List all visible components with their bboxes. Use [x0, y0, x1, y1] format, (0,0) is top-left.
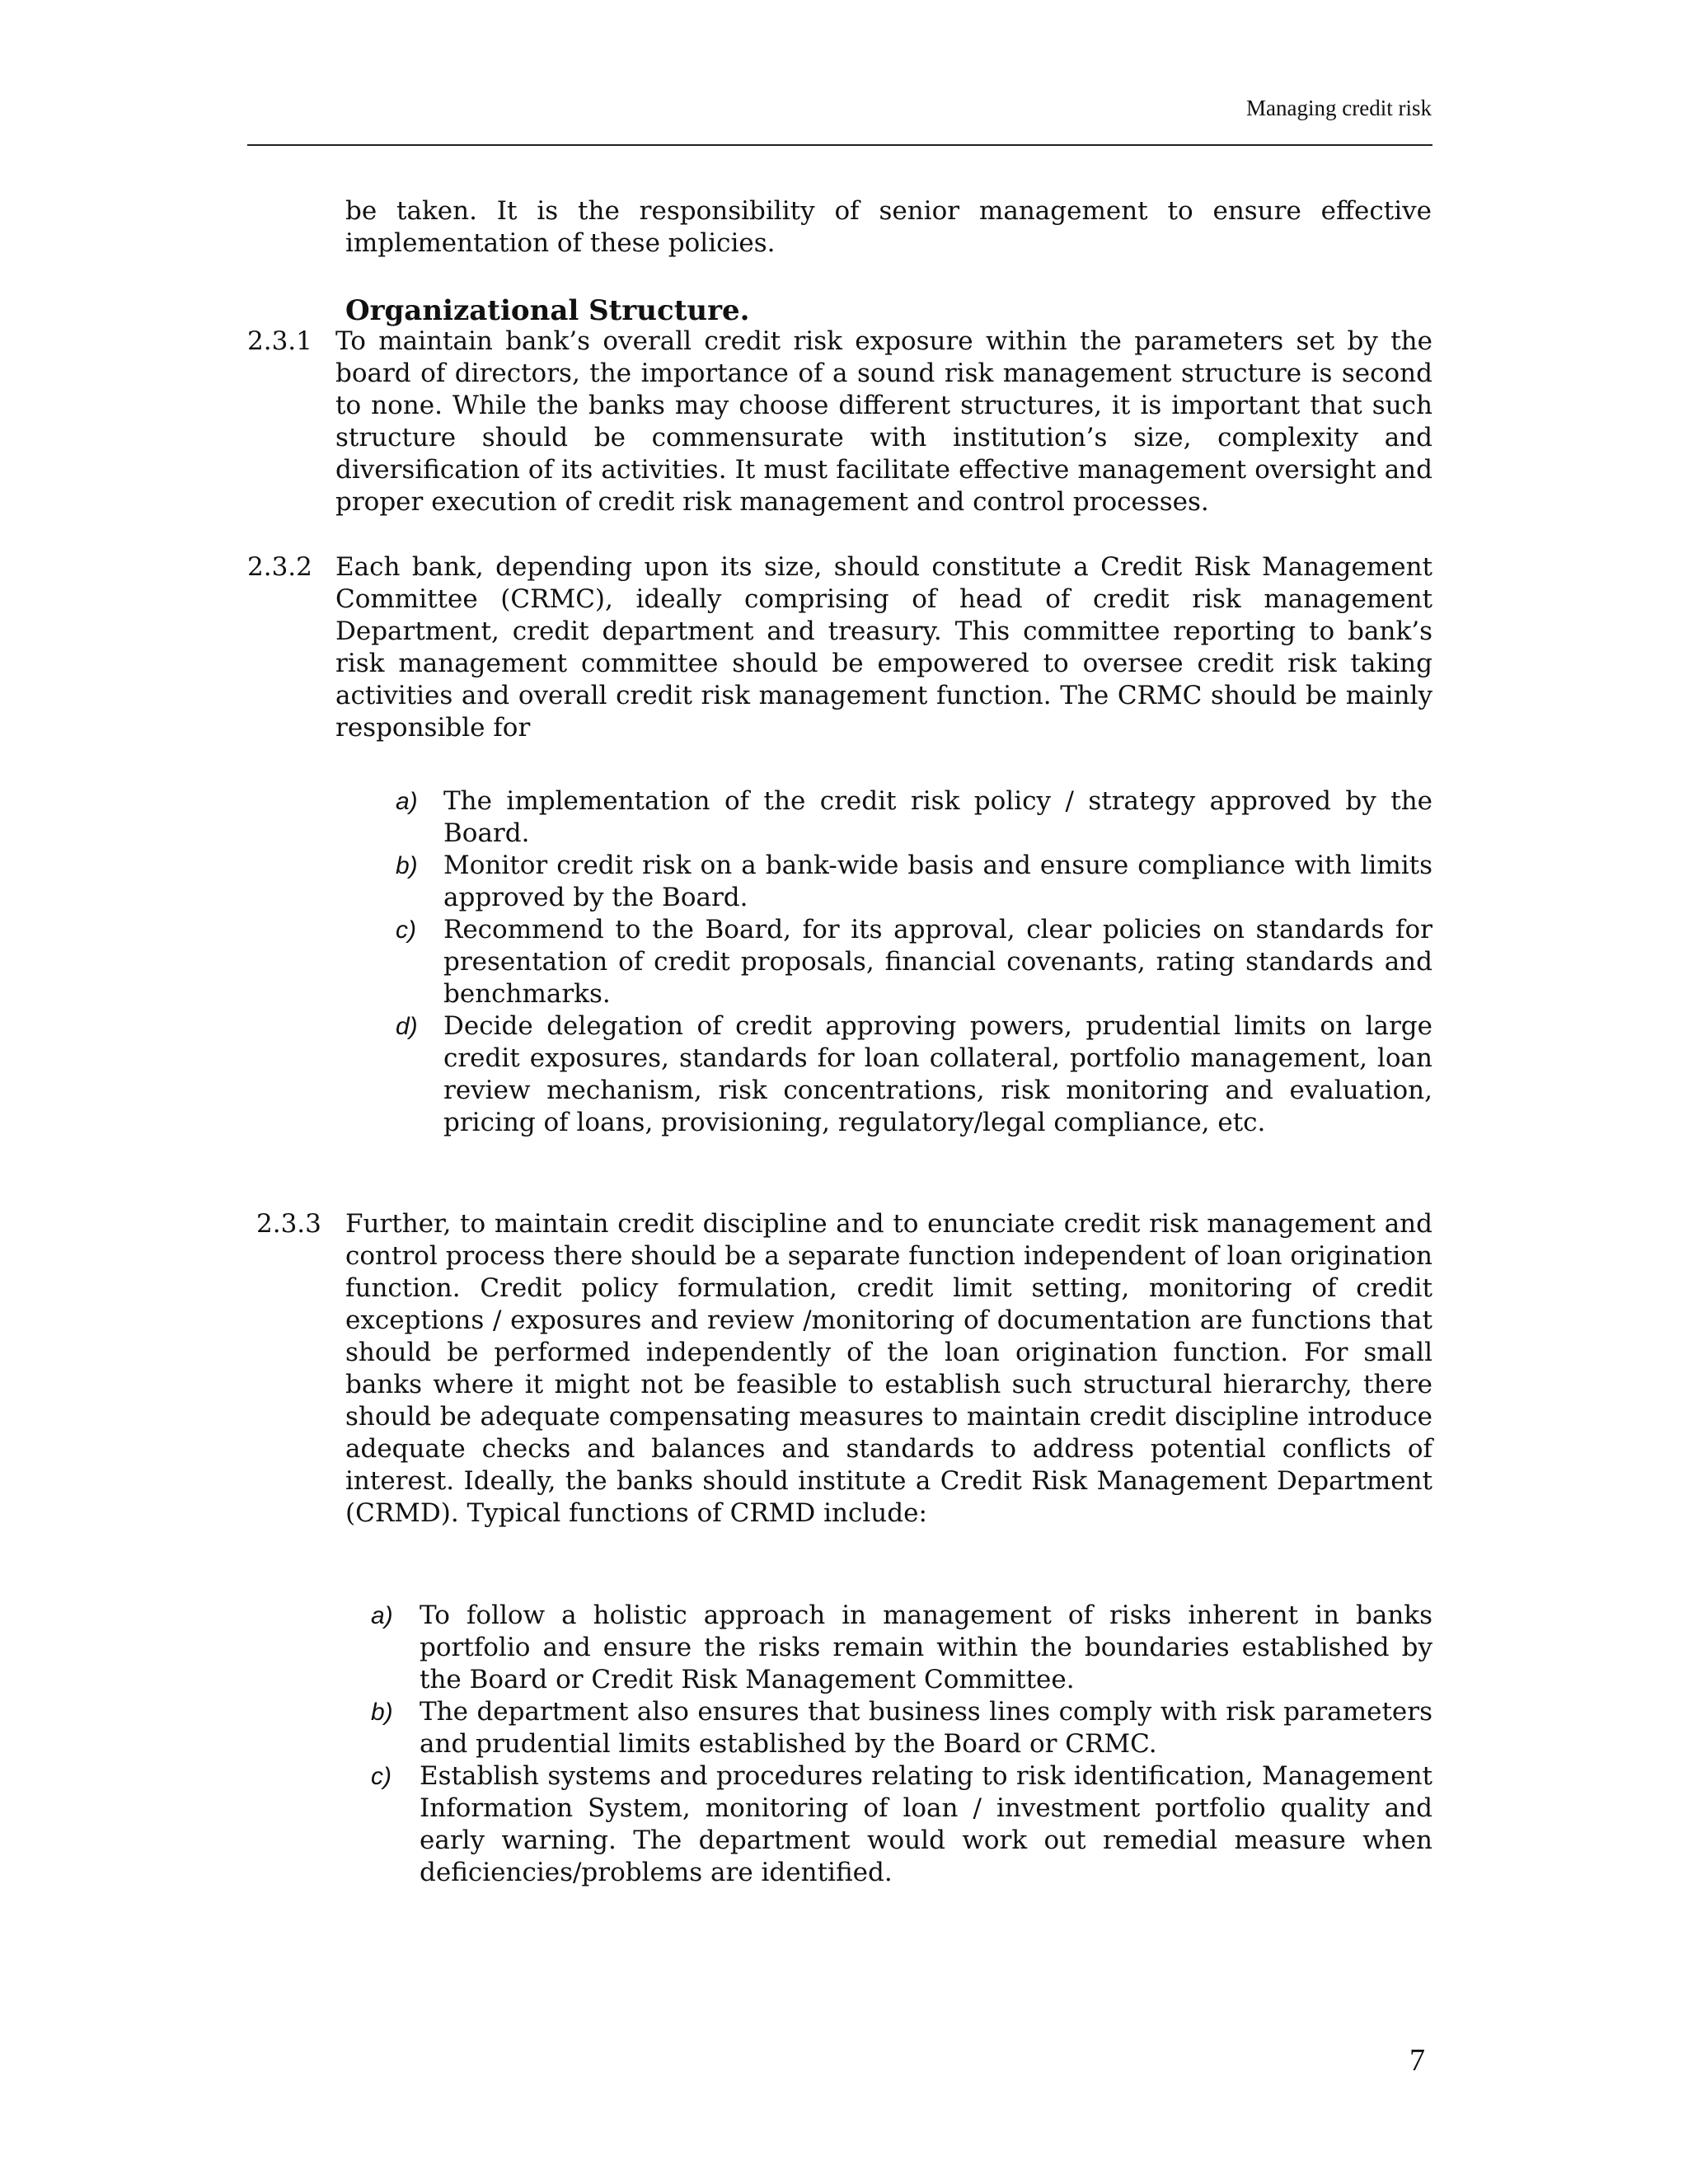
paragraph-number: 2.3.3: [256, 1209, 321, 1239]
section-heading: Organizational Structure.: [345, 294, 750, 327]
paragraph-number: 2.3.2: [247, 552, 312, 582]
paragraph-number: 2.3.1: [247, 326, 312, 356]
list-letter: a): [371, 1602, 393, 1629]
list-text: Establish systems and procedures relating to risk identification, Management Information System, monitoring of loan / investment portfolio quality and early warning. The department would work out remedial measure when deficiencies/problems are identified.: [420, 1761, 1432, 1887]
list-text: The implementation of the credit risk policy / strategy approved by the Board.: [443, 786, 1432, 848]
intro-paragraph: be taken. It is the responsibility of senior management to ensure effective implementation of these policies.: [345, 196, 1432, 258]
header-divider: [247, 144, 1432, 146]
list-text: Decide delegation of credit approving powers, prudential limits on large credit exposures, standards for loan collateral, portfolio management, loan review mechanism, risk concentrations, risk monitoring and evaluation, pricing of loans, provisioning, regulatory/legal compliance, etc.: [443, 1011, 1432, 1137]
list-text: The department also ensures that business lines comply with risk parameters and prudential limits established by the Board or CRMC.: [420, 1697, 1432, 1759]
list-letter: c): [371, 1763, 392, 1790]
running-header: Managing credit risk: [1246, 96, 1432, 120]
paragraph-text: Each bank, depending upon its size, should constitute a Credit Risk Management Committee (CRMC), ideally comprising of head of credit risk management Department, credit department and treasury. This committee reporting to bank’s risk management committee should be empowered to oversee credit risk taking activities and overall credit risk management function. The CRMC should be mainly responsible for: [335, 552, 1432, 743]
page-number: 7: [1409, 2043, 1425, 2078]
list-letter: b): [371, 1699, 393, 1726]
list-text: Recommend to the Board, for its approval, clear policies on standards for presentation of credit proposals, financial covenants, rating standards and benchmarks.: [443, 915, 1432, 1009]
list-text: To follow a holistic approach in management of risks inherent in banks portfolio and ensure the risks remain within the boundaries established by the Board or Credit Risk Management Committee.: [420, 1601, 1432, 1694]
list-letter: c): [396, 916, 416, 944]
list-letter: d): [396, 1013, 418, 1040]
paragraph-text: Further, to maintain credit discipline and to enunciate credit risk management and control process there should be a separate function independent of loan origination function. Credit policy formulation, credit limit setting, monitoring of credit exceptions / exposures and review /monitoring of documentation are functions that should be performed independently of the loan origination function. For small banks where it might not be feasible to establish such structural hierarchy, there should be adequate compensating measures to maintain credit discipline introduce adequate checks and balances and standards to address potential conflicts of interest. Ideally, the banks should institute a Credit Risk Management Department (CRMD). Typical functions of CRMD include:: [345, 1209, 1433, 1528]
paragraph-text: To maintain bank’s overall credit risk exposure within the parameters set by the board of directors, the importance of a sound risk management structure is second to none. While the banks may choose different structures, it is important that such structure should be commensurate with institution’s size, complexity and diversification of its activities. It must facilitate effective management oversight and proper execution of credit risk management and control processes.: [335, 326, 1432, 517]
list-text: Monitor credit risk on a bank-wide basis and ensure compliance with limits approved by the Board.: [443, 851, 1432, 912]
list-letter: a): [396, 788, 418, 815]
list-letter: b): [396, 852, 418, 879]
